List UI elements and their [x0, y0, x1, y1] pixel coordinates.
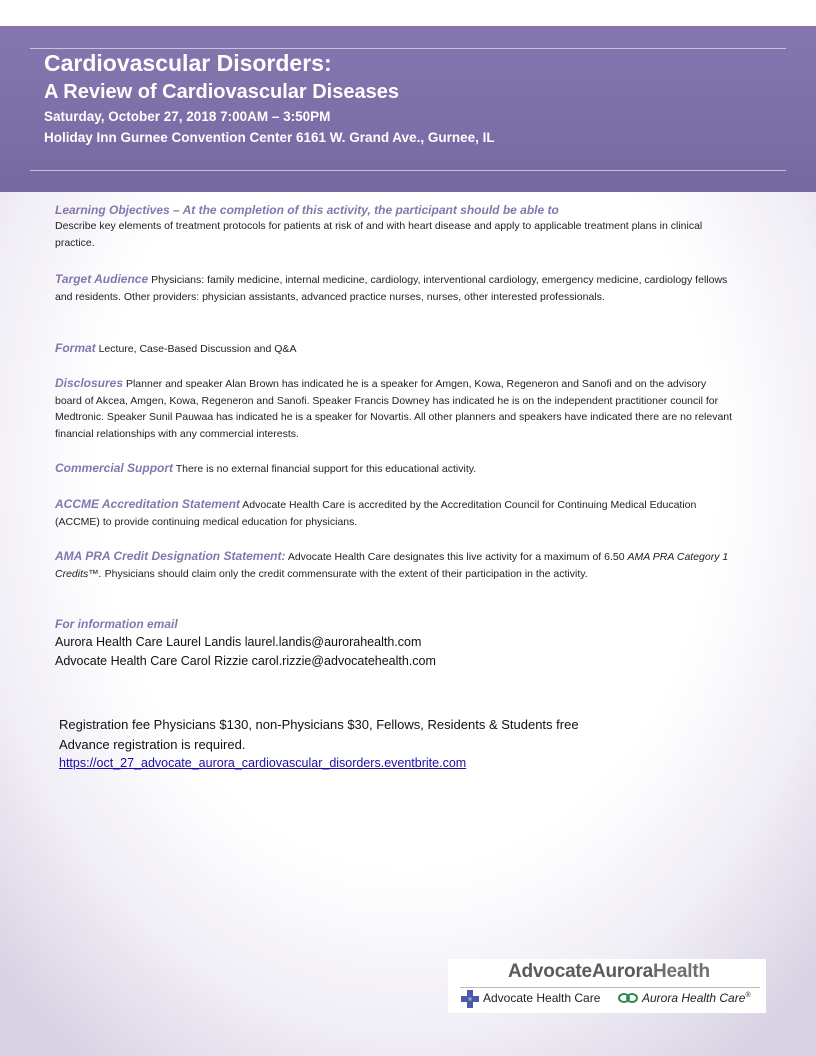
- registration-fee: Registration fee Physicians $130, non-Physicians $30, Fellows, Residents & Students free: [59, 717, 579, 732]
- ama-pra-body-pre: Advocate Health Care designates this live activity for a maximum of 6.50: [287, 551, 625, 563]
- registration-advance: Advance registration is required.: [59, 737, 246, 752]
- logo-divider: [460, 987, 760, 988]
- format-heading: Format: [55, 341, 96, 355]
- registered-mark: ®: [745, 992, 751, 999]
- ama-pra-body-post: Physicians should claim only the credit commensurate with the extent of their participation in the activity.: [104, 567, 588, 580]
- ama-pra-heading: AMA PRA Credit Designation Statement:: [55, 549, 286, 563]
- aurora-health-care-text: Aurora Health Care: [642, 991, 746, 1005]
- ama-pra-section: [55, 548, 735, 582]
- top-strip: [0, 0, 816, 26]
- advocate-cross-icon: [460, 989, 480, 1009]
- banner-top-rule: [30, 48, 786, 49]
- disclosures-section: [55, 375, 735, 442]
- format-section: [55, 340, 735, 358]
- header-banner: [0, 26, 816, 192]
- logo-word-aurora: Aurora: [591, 961, 654, 982]
- advocate-health-care-label: Advocate Health Care: [483, 991, 601, 1005]
- contact-heading: For information email: [55, 617, 178, 631]
- registration-link-row: [59, 755, 466, 770]
- target-audience-heading: Target Audience: [55, 272, 149, 286]
- learning-objectives-body: Describe key elements of treatment protocols for patients at risk of and with heart disease and apply to applicable treatment plans in clinical practice.: [55, 220, 703, 249]
- contact-advocate: Advocate Health Care Carol Rizzie carol.rizzie@advocatehealth.com: [55, 654, 436, 668]
- disclosures-heading: Disclosures: [55, 376, 124, 390]
- learning-objectives-heading: Learning Objectives – At the completion of this activity, the participant should be able to: [55, 203, 559, 217]
- commercial-support-heading: Commercial Support: [55, 461, 174, 475]
- ama-pra-credit-name: AMA PRA Category 1 Credits™.: [55, 551, 729, 580]
- accme-section: [55, 496, 735, 530]
- title-line-1: Cardiovascular Disorders:: [44, 50, 332, 76]
- accme-heading: ACCME Accreditation Statement: [55, 497, 240, 511]
- logo-word-advocate: Advocate: [508, 961, 592, 982]
- aurora-health-care-label: [642, 991, 751, 1005]
- advocate-aurora-logo: [448, 959, 766, 1013]
- banner-bottom-rule: [30, 170, 786, 171]
- event-date-time: Saturday, October 27, 2018 7:00AM – 3:50PM: [44, 109, 331, 124]
- disclosures-body: Planner and speaker Alan Brown has indicated he is a speaker for Amgen, Kowa, Regeneron and Sanofi and on the advisory board of Akcea, Amgen, Kowa, Regeneron and Sanofi. Speaker Francis Downey has indicated he is on the independent practitioner council for Medtronic. Speaker Sunil Pauwaa has indicated he is a speaker for Novartis. All other planners and speakers have indicated there are no relevant financial relationships with any commercial interests.: [55, 378, 733, 440]
- commercial-support-section: [55, 460, 735, 478]
- commercial-support-body: There is no external financial support for this educational activity.: [175, 463, 477, 475]
- learning-objectives-section: [55, 203, 735, 251]
- contact-aurora: Aurora Health Care Laurel Landis laurel.landis@aurorahealth.com: [55, 635, 422, 649]
- accme-body: Advocate Health Care is accredited by the Accreditation Council for Continuing Medical Education (ACCME) to provide continuing medical education for physicians.: [55, 499, 697, 528]
- event-location: Holiday Inn Gurnee Convention Center 6161 W. Grand Ave., Gurnee, IL: [44, 130, 495, 145]
- logo-wordmark: [508, 961, 710, 983]
- registration-link[interactable]: https://oct_27_advocate_aurora_cardiovascular_disorders.eventbrite.com: [59, 756, 467, 770]
- format-body: Lecture, Case-Based Discussion and Q&A: [98, 343, 297, 355]
- logo-word-health: Health: [653, 961, 710, 982]
- title-line-2: A Review of Cardiovascular Diseases: [44, 81, 399, 103]
- aurora-link-icon: [618, 992, 638, 1004]
- target-audience-body: Physicians: family medicine, internal medicine, cardiology, interventional cardiology, emergency medicine, cardiology fellows and residents. Other providers: physician assistants, advanced practice nurses, nurses, other interested professionals.: [55, 274, 728, 303]
- target-audience-section: [55, 271, 735, 305]
